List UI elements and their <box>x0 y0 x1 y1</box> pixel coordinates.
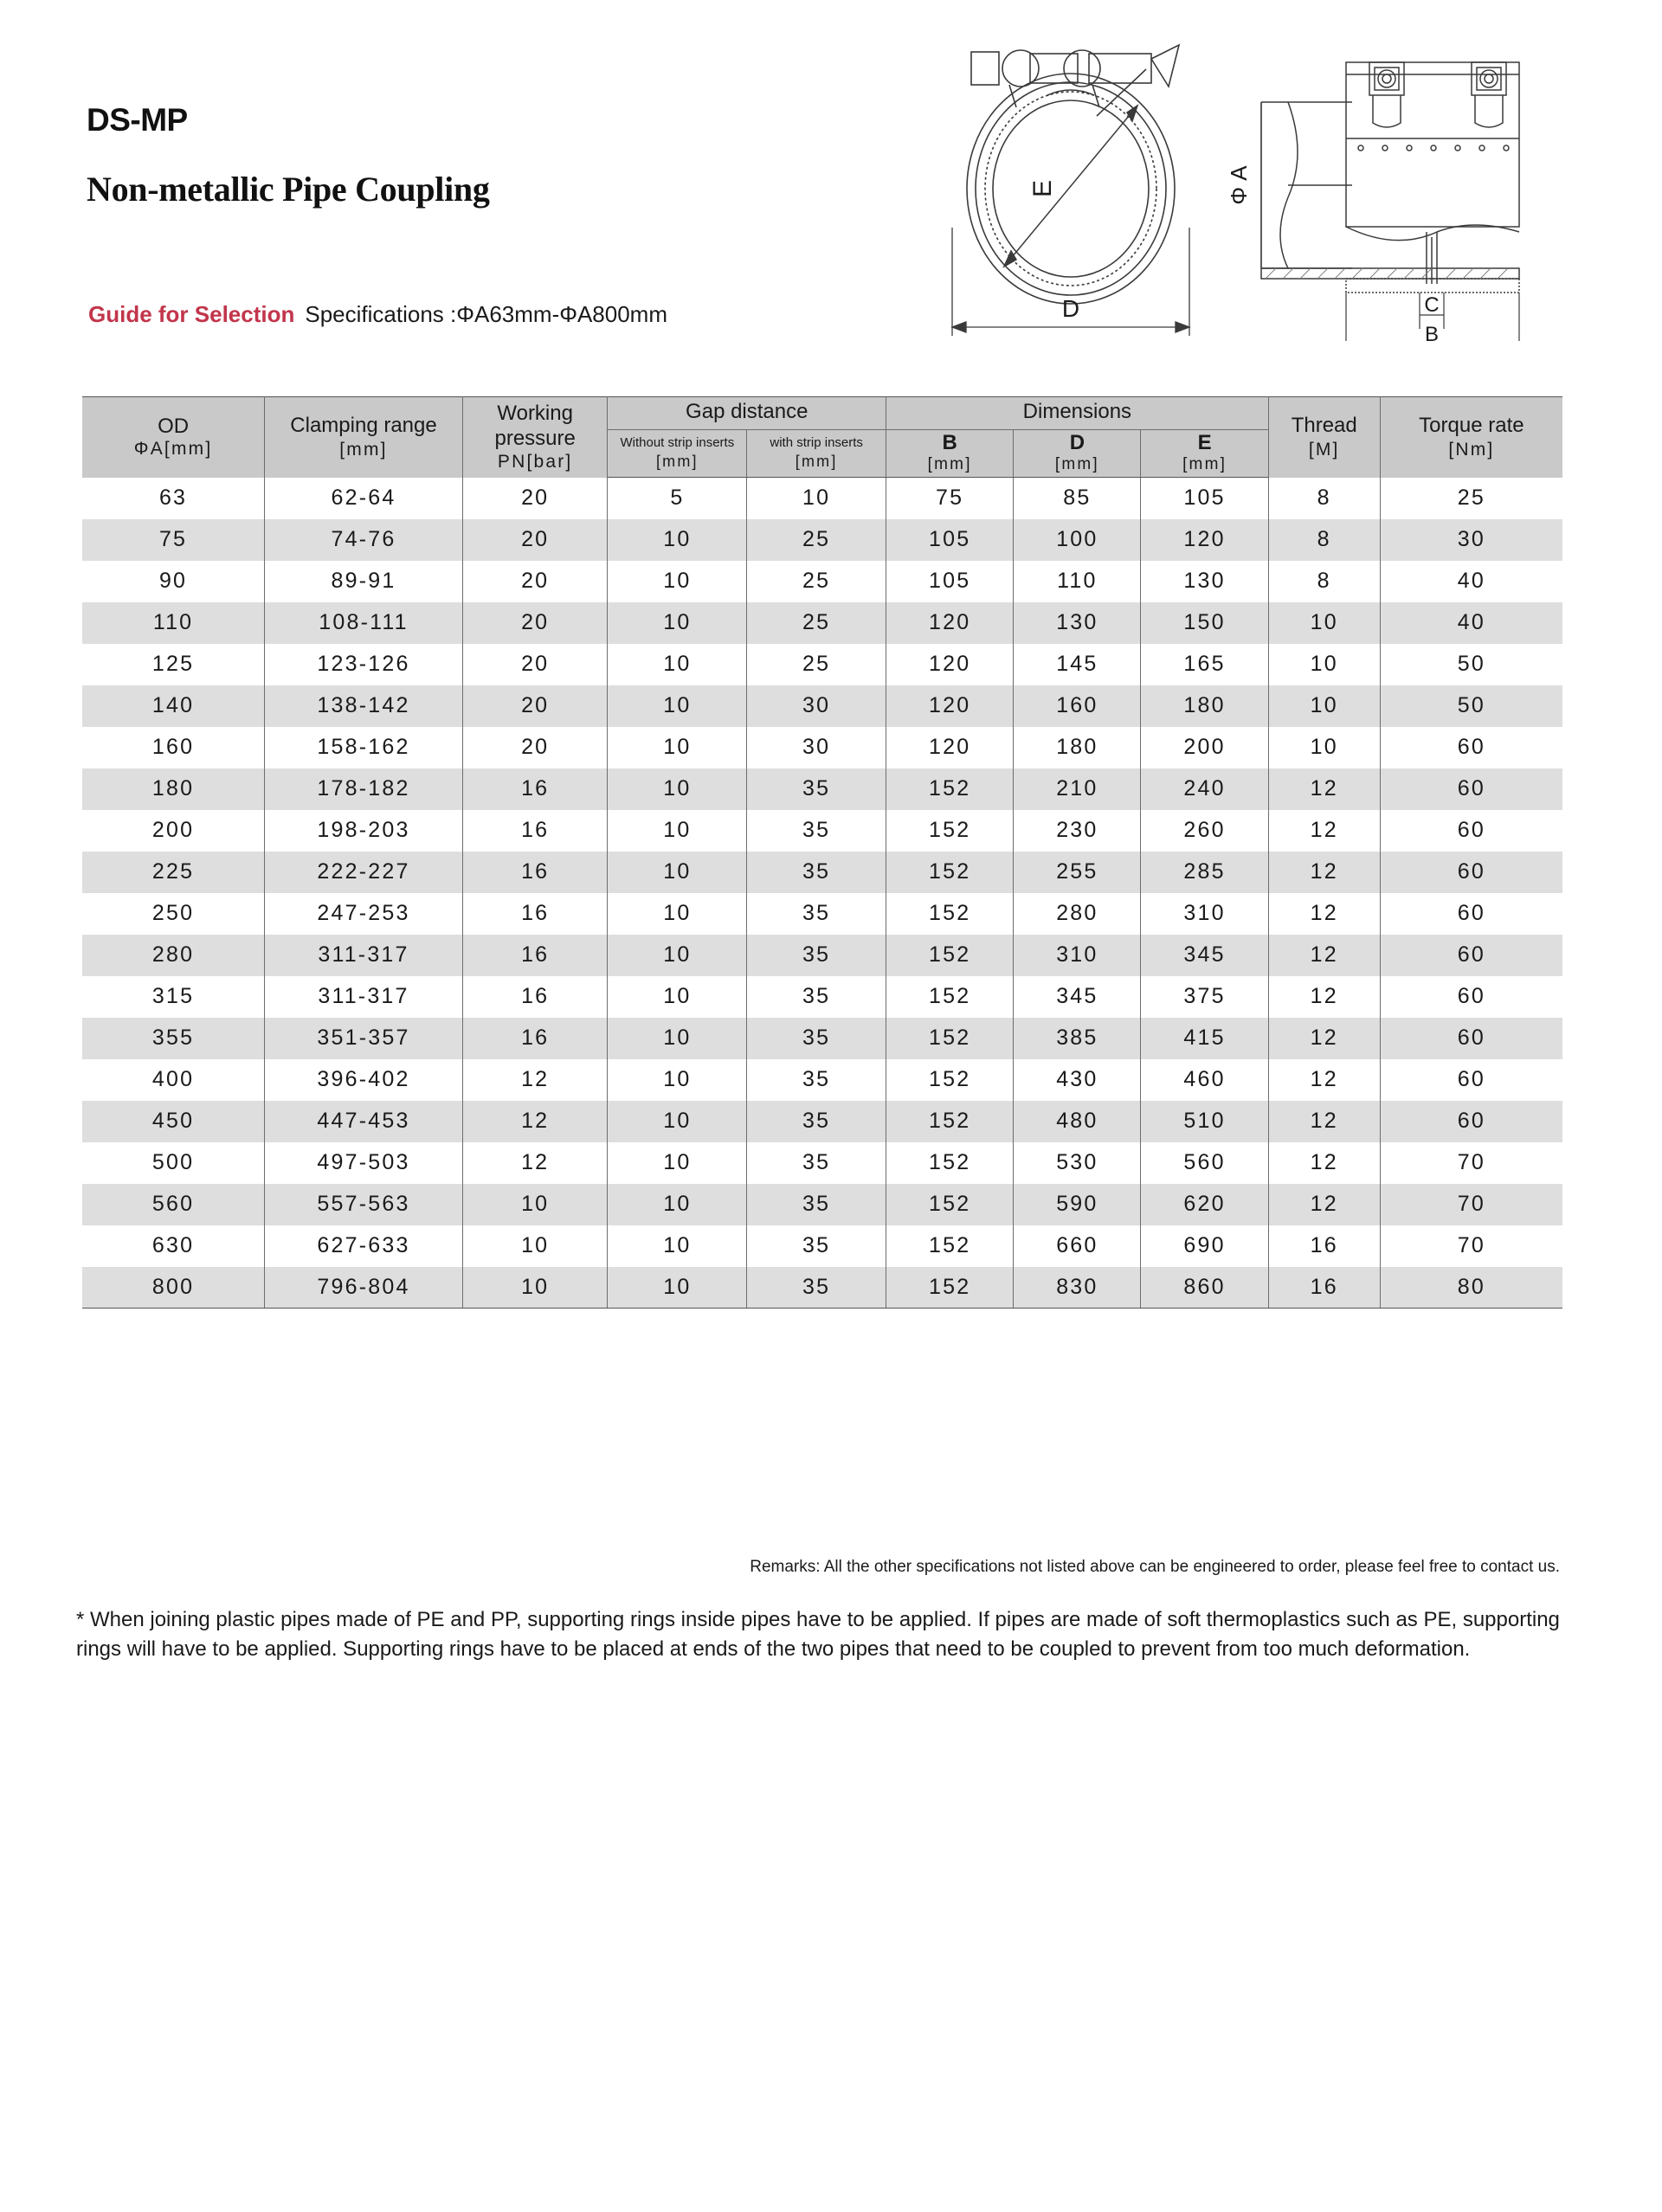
cell-clamping-range: 627-633 <box>265 1225 463 1267</box>
cell-dim-b: 152 <box>886 852 1014 893</box>
cell-working-pressure: 20 <box>462 561 608 602</box>
clamp-section-view-drawing <box>1222 24 1525 344</box>
cell-dim-b: 152 <box>886 976 1014 1018</box>
cell-gap-without-inserts: 10 <box>608 561 747 602</box>
cell-dim-d: 130 <box>1014 602 1141 644</box>
cell-dim-d: 180 <box>1014 727 1141 768</box>
cell-clamping-range: 351-357 <box>265 1018 463 1059</box>
cell-working-pressure: 10 <box>462 1225 608 1267</box>
cell-gap-with-inserts: 25 <box>747 644 886 685</box>
cell-clamping-range: 108-111 <box>265 602 463 644</box>
dimension-label-d: D <box>1061 295 1080 322</box>
cell-torque-rate: 60 <box>1380 1059 1562 1101</box>
cell-dim-e: 310 <box>1141 893 1268 935</box>
cell-thread: 8 <box>1268 478 1380 519</box>
cell-od: 630 <box>82 1225 265 1267</box>
cell-working-pressure: 12 <box>462 1101 608 1142</box>
col-header-dim-e-unit: [mm] <box>1182 454 1227 473</box>
col-header-dim-d-label: D <box>1069 430 1085 454</box>
cell-dim-e: 285 <box>1141 852 1268 893</box>
col-header-clamping-range <box>265 397 463 478</box>
cell-gap-without-inserts: 10 <box>608 1101 747 1142</box>
cell-gap-without-inserts: 10 <box>608 727 747 768</box>
cell-torque-rate: 60 <box>1380 727 1562 768</box>
cell-dim-e: 200 <box>1141 727 1268 768</box>
cell-working-pressure: 20 <box>462 602 608 644</box>
cell-dim-d: 310 <box>1014 935 1141 976</box>
table-row <box>82 1059 1562 1101</box>
cell-thread: 12 <box>1268 935 1380 976</box>
col-group-header-gap-distance: Gap distance <box>608 397 886 430</box>
cell-dim-d: 430 <box>1014 1059 1141 1101</box>
table-body <box>82 478 1562 1309</box>
cell-gap-with-inserts: 35 <box>747 1184 886 1225</box>
cell-dim-e: 510 <box>1141 1101 1268 1142</box>
cell-dim-e: 375 <box>1141 976 1268 1018</box>
cell-working-pressure: 16 <box>462 810 608 852</box>
cell-dim-b: 152 <box>886 1225 1014 1267</box>
cell-od: 800 <box>82 1267 265 1309</box>
specification-table <box>82 396 1562 1309</box>
cell-thread: 12 <box>1268 810 1380 852</box>
cell-dim-e: 105 <box>1141 478 1268 519</box>
cell-dim-d: 660 <box>1014 1225 1141 1267</box>
cell-gap-with-inserts: 30 <box>747 685 886 727</box>
table-row <box>82 1101 1562 1142</box>
cell-torque-rate: 60 <box>1380 976 1562 1018</box>
cell-dim-d: 590 <box>1014 1184 1141 1225</box>
table-row <box>82 976 1562 1018</box>
cell-gap-with-inserts: 30 <box>747 727 886 768</box>
cell-od: 75 <box>82 519 265 561</box>
cell-working-pressure: 20 <box>462 478 608 519</box>
cell-thread: 16 <box>1268 1225 1380 1267</box>
cell-gap-without-inserts: 10 <box>608 935 747 976</box>
table-row <box>82 602 1562 644</box>
cell-od: 90 <box>82 561 265 602</box>
cell-od: 63 <box>82 478 265 519</box>
cell-torque-rate: 80 <box>1380 1267 1562 1309</box>
cell-gap-with-inserts: 35 <box>747 1018 886 1059</box>
cell-gap-with-inserts: 35 <box>747 810 886 852</box>
cell-working-pressure: 16 <box>462 976 608 1018</box>
cell-dim-b: 152 <box>886 893 1014 935</box>
cell-gap-without-inserts: 5 <box>608 478 747 519</box>
cell-dim-d: 145 <box>1014 644 1141 685</box>
table-row <box>82 1018 1562 1059</box>
cell-dim-e: 180 <box>1141 685 1268 727</box>
cell-dim-e: 130 <box>1141 561 1268 602</box>
cell-gap-with-inserts: 25 <box>747 602 886 644</box>
table-row <box>82 1267 1562 1309</box>
cell-thread: 8 <box>1268 561 1380 602</box>
cell-clamping-range: 138-142 <box>265 685 463 727</box>
dimension-label-c: C <box>1424 293 1440 317</box>
cell-dim-d: 280 <box>1014 893 1141 935</box>
col-header-gap-with-inserts-unit: [mm] <box>795 453 838 471</box>
cell-gap-with-inserts: 35 <box>747 1267 886 1309</box>
cell-od: 280 <box>82 935 265 976</box>
col-header-working-pressure-line2: pressure <box>494 426 576 450</box>
cell-dim-b: 120 <box>886 602 1014 644</box>
cell-dim-d: 110 <box>1014 561 1141 602</box>
cell-gap-with-inserts: 35 <box>747 976 886 1018</box>
specification-table-wrapper <box>82 396 1562 1309</box>
cell-working-pressure: 12 <box>462 1142 608 1184</box>
cell-thread: 12 <box>1268 1059 1380 1101</box>
cell-od: 110 <box>82 602 265 644</box>
cell-dim-e: 165 <box>1141 644 1268 685</box>
cell-working-pressure: 16 <box>462 893 608 935</box>
cell-torque-rate: 60 <box>1380 1018 1562 1059</box>
table-row <box>82 768 1562 810</box>
table-header-row-group <box>82 397 1562 430</box>
cell-torque-rate: 40 <box>1380 561 1562 602</box>
cell-gap-without-inserts: 10 <box>608 1059 747 1101</box>
cell-clamping-range: 62-64 <box>265 478 463 519</box>
cell-dim-e: 690 <box>1141 1225 1268 1267</box>
cell-torque-rate: 60 <box>1380 1101 1562 1142</box>
cell-thread: 10 <box>1268 727 1380 768</box>
col-header-od-label: OD <box>158 415 190 439</box>
cell-dim-b: 75 <box>886 478 1014 519</box>
cell-gap-without-inserts: 10 <box>608 852 747 893</box>
cell-dim-b: 120 <box>886 727 1014 768</box>
col-header-dim-d-unit: [mm] <box>1054 454 1099 473</box>
cell-dim-b: 152 <box>886 935 1014 976</box>
cell-thread: 16 <box>1268 1267 1380 1309</box>
cell-dim-b: 152 <box>886 1101 1014 1142</box>
table-row <box>82 893 1562 935</box>
cell-gap-without-inserts: 10 <box>608 644 747 685</box>
table-row <box>82 727 1562 768</box>
specification-range-text: Specifications :ΦA63mm-ΦA800mm <box>305 301 668 327</box>
cell-clamping-range: 311-317 <box>265 976 463 1018</box>
cell-working-pressure: 20 <box>462 644 608 685</box>
cell-od: 355 <box>82 1018 265 1059</box>
cell-torque-rate: 30 <box>1380 519 1562 561</box>
cell-gap-with-inserts: 35 <box>747 1059 886 1101</box>
cell-od: 125 <box>82 644 265 685</box>
cell-thread: 12 <box>1268 976 1380 1018</box>
table-row <box>82 1142 1562 1184</box>
cell-gap-without-inserts: 10 <box>608 1267 747 1309</box>
cell-dim-b: 152 <box>886 1184 1014 1225</box>
col-header-gap-without-inserts-label: Without strip inserts <box>620 435 735 451</box>
cell-dim-d: 480 <box>1014 1101 1141 1142</box>
cell-dim-e: 415 <box>1141 1018 1268 1059</box>
cell-dim-e: 860 <box>1141 1267 1268 1309</box>
cell-working-pressure: 20 <box>462 519 608 561</box>
cell-gap-without-inserts: 10 <box>608 976 747 1018</box>
cell-clamping-range: 178-182 <box>265 768 463 810</box>
cell-dim-b: 152 <box>886 1018 1014 1059</box>
cell-gap-with-inserts: 35 <box>747 852 886 893</box>
cell-gap-without-inserts: 10 <box>608 893 747 935</box>
cell-thread: 10 <box>1268 602 1380 644</box>
cell-torque-rate: 70 <box>1380 1225 1562 1267</box>
cell-dim-b: 120 <box>886 685 1014 727</box>
table-row <box>82 1184 1562 1225</box>
cell-dim-d: 255 <box>1014 852 1141 893</box>
cell-gap-with-inserts: 25 <box>747 519 886 561</box>
header-zone <box>0 0 1662 346</box>
cell-torque-rate: 60 <box>1380 810 1562 852</box>
cell-working-pressure: 16 <box>462 1018 608 1059</box>
table-row <box>82 852 1562 893</box>
cell-dim-d: 385 <box>1014 1018 1141 1059</box>
cell-clamping-range: 247-253 <box>265 893 463 935</box>
footnote-text: * When joining plastic pipes made of PE and PP, supporting rings inside pipes have to be applied. If pipes are made of soft thermoplastics such as PE, supporting rings will have to be applied. Supporting rings have to be placed at ends of the two pipes that need to be coupled to prevent from too much deformation. <box>76 1608 1560 1662</box>
cell-clamping-range: 447-453 <box>265 1101 463 1142</box>
cell-clamping-range: 89-91 <box>265 561 463 602</box>
cell-clamping-range: 158-162 <box>265 727 463 768</box>
cell-working-pressure: 20 <box>462 727 608 768</box>
cell-working-pressure: 16 <box>462 935 608 976</box>
cell-dim-b: 105 <box>886 519 1014 561</box>
cell-od: 500 <box>82 1142 265 1184</box>
cell-thread: 8 <box>1268 519 1380 561</box>
cell-gap-without-inserts: 10 <box>608 1225 747 1267</box>
cell-torque-rate: 60 <box>1380 768 1562 810</box>
cell-od: 315 <box>82 976 265 1018</box>
col-header-torque-rate-unit: [Nm] <box>1448 440 1495 460</box>
cell-gap-with-inserts: 25 <box>747 561 886 602</box>
col-header-torque-rate <box>1380 397 1562 478</box>
table-row <box>82 561 1562 602</box>
cell-clamping-range: 557-563 <box>265 1184 463 1225</box>
col-header-gap-without-inserts <box>608 429 747 477</box>
col-header-dim-b-label: B <box>942 430 957 454</box>
cell-working-pressure: 16 <box>462 768 608 810</box>
cell-clamping-range: 123-126 <box>265 644 463 685</box>
table-row <box>82 644 1562 685</box>
cell-thread: 12 <box>1268 1018 1380 1059</box>
col-header-thread <box>1268 397 1380 478</box>
cell-torque-rate: 70 <box>1380 1142 1562 1184</box>
cell-dim-e: 240 <box>1141 768 1268 810</box>
specification-line <box>88 301 667 328</box>
cell-gap-without-inserts: 10 <box>608 685 747 727</box>
cell-clamping-range: 497-503 <box>265 1142 463 1184</box>
cell-dim-e: 260 <box>1141 810 1268 852</box>
cell-working-pressure: 20 <box>462 685 608 727</box>
cell-gap-with-inserts: 35 <box>747 1225 886 1267</box>
col-header-clamping-range-label: Clamping range <box>290 414 437 438</box>
table-remarks: Remarks: All the other specifications not listed above can be engineered to order, please feel free to contact us. <box>750 1558 1560 1576</box>
cell-thread: 12 <box>1268 1142 1380 1184</box>
cell-torque-rate: 40 <box>1380 602 1562 644</box>
cell-clamping-range: 222-227 <box>265 852 463 893</box>
col-header-dim-b <box>886 429 1014 477</box>
col-header-od <box>82 397 265 478</box>
col-header-working-pressure-unit: PN[bar] <box>497 452 573 473</box>
col-group-header-dimensions: Dimensions <box>886 397 1269 430</box>
cell-torque-rate: 70 <box>1380 1184 1562 1225</box>
cell-torque-rate: 50 <box>1380 644 1562 685</box>
col-header-dim-d <box>1014 429 1141 477</box>
cell-gap-without-inserts: 10 <box>608 1184 747 1225</box>
cell-dim-e: 345 <box>1141 935 1268 976</box>
cell-dim-b: 152 <box>886 768 1014 810</box>
cell-gap-with-inserts: 35 <box>747 893 886 935</box>
table-row <box>82 1225 1562 1267</box>
cell-thread: 10 <box>1268 644 1380 685</box>
cell-thread: 12 <box>1268 768 1380 810</box>
col-header-thread-unit: [M] <box>1308 440 1340 460</box>
cell-dim-d: 230 <box>1014 810 1141 852</box>
cell-gap-with-inserts: 35 <box>747 768 886 810</box>
cell-od: 200 <box>82 810 265 852</box>
cell-dim-d: 85 <box>1014 478 1141 519</box>
cell-working-pressure: 10 <box>462 1267 608 1309</box>
cell-thread: 12 <box>1268 852 1380 893</box>
cell-gap-without-inserts: 10 <box>608 1142 747 1184</box>
col-header-dim-b-unit: [mm] <box>927 454 972 473</box>
cell-thread: 12 <box>1268 1184 1380 1225</box>
cell-od: 225 <box>82 852 265 893</box>
cell-clamping-range: 198-203 <box>265 810 463 852</box>
table-row <box>82 519 1562 561</box>
dimension-label-b: B <box>1424 323 1440 344</box>
col-header-clamping-range-unit: [mm] <box>339 440 388 460</box>
cell-dim-b: 152 <box>886 1267 1014 1309</box>
cell-dim-d: 830 <box>1014 1267 1141 1309</box>
cell-dim-b: 152 <box>886 1142 1014 1184</box>
cell-torque-rate: 60 <box>1380 935 1562 976</box>
cell-dim-d: 210 <box>1014 768 1141 810</box>
cell-torque-rate: 60 <box>1380 852 1562 893</box>
col-header-working-pressure <box>462 397 608 478</box>
cell-dim-e: 120 <box>1141 519 1268 561</box>
cell-clamping-range: 396-402 <box>265 1059 463 1101</box>
cell-gap-with-inserts: 35 <box>747 1101 886 1142</box>
product-code-title: DS-MP <box>87 102 188 138</box>
col-header-dim-e <box>1141 429 1268 477</box>
cell-dim-e: 460 <box>1141 1059 1268 1101</box>
cell-od: 400 <box>82 1059 265 1101</box>
cell-dim-e: 560 <box>1141 1142 1268 1184</box>
cell-dim-b: 152 <box>886 1059 1014 1101</box>
table-row <box>82 478 1562 519</box>
dimension-label-e: E <box>1028 179 1057 198</box>
cell-gap-with-inserts: 35 <box>747 1142 886 1184</box>
table-row <box>82 685 1562 727</box>
cell-gap-without-inserts: 10 <box>608 602 747 644</box>
cell-gap-with-inserts: 10 <box>747 478 886 519</box>
col-header-torque-rate-label: Torque rate <box>1419 414 1524 438</box>
cell-od: 180 <box>82 768 265 810</box>
cell-od: 250 <box>82 893 265 935</box>
cell-dim-e: 150 <box>1141 602 1268 644</box>
cell-working-pressure: 16 <box>462 852 608 893</box>
table-head <box>82 397 1562 478</box>
col-header-thread-label: Thread <box>1291 414 1357 438</box>
cell-dim-d: 100 <box>1014 519 1141 561</box>
cell-gap-without-inserts: 10 <box>608 1018 747 1059</box>
dimension-label-phi-a: Φ A <box>1226 165 1252 205</box>
cell-thread: 10 <box>1268 685 1380 727</box>
cell-gap-without-inserts: 10 <box>608 519 747 561</box>
cell-working-pressure: 12 <box>462 1059 608 1101</box>
cell-dim-e: 620 <box>1141 1184 1268 1225</box>
product-name-title: Non-metallic Pipe Coupling <box>87 170 490 209</box>
cell-od: 450 <box>82 1101 265 1142</box>
cell-dim-b: 105 <box>886 561 1014 602</box>
cell-torque-rate: 50 <box>1380 685 1562 727</box>
cell-clamping-range: 74-76 <box>265 519 463 561</box>
col-header-od-unit: ΦA[mm] <box>133 438 213 459</box>
table-row <box>82 935 1562 976</box>
cell-dim-b: 152 <box>886 810 1014 852</box>
cell-gap-without-inserts: 10 <box>608 768 747 810</box>
col-header-gap-with-inserts-label: with strip inserts <box>770 435 863 451</box>
col-header-dim-e-label: E <box>1197 430 1212 454</box>
cell-thread: 12 <box>1268 893 1380 935</box>
cell-od: 140 <box>82 685 265 727</box>
col-header-gap-without-inserts-unit: [mm] <box>655 453 699 471</box>
cell-dim-d: 530 <box>1014 1142 1141 1184</box>
cell-dim-d: 345 <box>1014 976 1141 1018</box>
clamp-front-view-drawing <box>919 33 1231 344</box>
cell-thread: 12 <box>1268 1101 1380 1142</box>
guide-for-selection-label: Guide for Selection <box>88 301 295 327</box>
cell-gap-with-inserts: 35 <box>747 935 886 976</box>
cell-gap-without-inserts: 10 <box>608 810 747 852</box>
cell-torque-rate: 25 <box>1380 478 1562 519</box>
cell-od: 560 <box>82 1184 265 1225</box>
cell-clamping-range: 311-317 <box>265 935 463 976</box>
cell-od: 160 <box>82 727 265 768</box>
cell-working-pressure: 10 <box>462 1184 608 1225</box>
cell-dim-b: 120 <box>886 644 1014 685</box>
cell-torque-rate: 60 <box>1380 893 1562 935</box>
col-header-gap-with-inserts <box>747 429 886 477</box>
table-row <box>82 810 1562 852</box>
col-header-working-pressure-line1: Working <box>497 401 573 425</box>
cell-clamping-range: 796-804 <box>265 1267 463 1309</box>
cell-dim-d: 160 <box>1014 685 1141 727</box>
